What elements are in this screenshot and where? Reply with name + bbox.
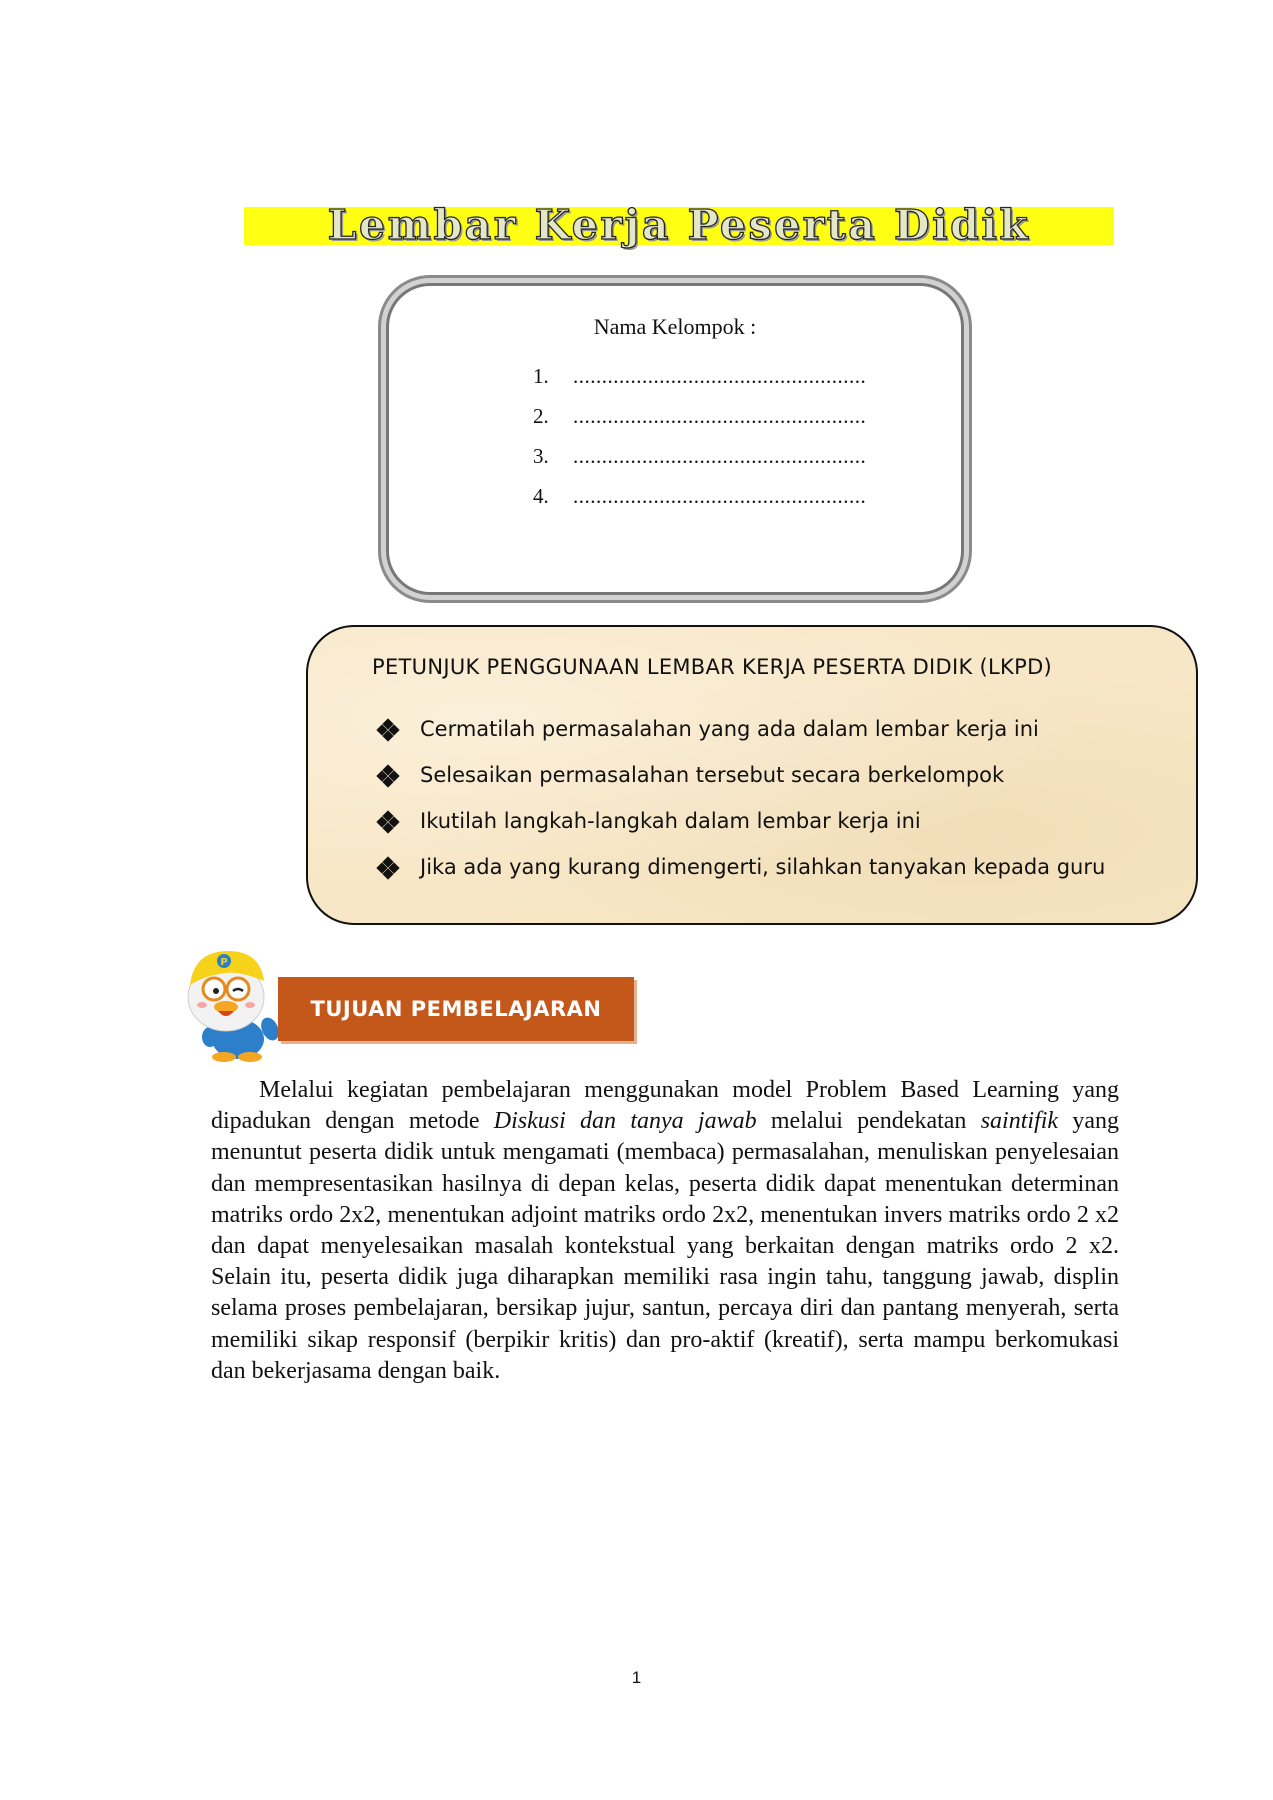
- svg-text:P: P: [220, 957, 228, 968]
- group-member-item: [533, 484, 866, 524]
- objective-heading-tab: [278, 977, 634, 1041]
- group-name-title: Nama Kelompok :: [593, 314, 757, 339]
- diamond-bullet-icon: [378, 858, 398, 878]
- instruction-item: [378, 763, 1105, 809]
- group-member-number: 4.: [533, 484, 549, 508]
- objective-text: yang menuntut peserta didik untuk mengamati (membaca) permasalahan, menuliskan penyelesaian dan mempresentasikan hasilnya di depan kelas, peserta didik dapat menentukan determinan matriks ordo 2x2, menentukan adjoint matriks ordo 2x2, menentukan invers matriks ordo 2 x2 dan dapat menyelesaikan masalah kontekstual yang berkaitan dengan matriks ordo 2 x2. Selain itu, peserta didik juga diharapkan memiliki rasa ingin tahu, tanggung jawab, displin selama proses pembelajaran, bersikap jujur, santun, percaya diri dan pantang menyerah, serta memiliki sikap responsif (berpikir kritis) dan pro-aktif (kreatif), serta mampu berkomukasi dan bekerjasama dengan baik.: [211, 1108, 1119, 1384]
- diamond-bullet-icon: [378, 812, 398, 832]
- group-member-number: 2.: [533, 404, 549, 428]
- diamond-bullet-icon: [378, 766, 398, 786]
- instruction-text: Selesaikan permasalahan tersebut secara berkelompok: [420, 763, 1005, 787]
- group-member-number: 3.: [533, 444, 549, 468]
- group-member-item: [533, 364, 866, 404]
- instruction-item: [378, 717, 1105, 763]
- instruction-text: Cermatilah permasalahan yang ada dalam lembar kerja ini: [420, 717, 1039, 741]
- group-member-blank: ...................................................: [573, 404, 867, 428]
- group-member-blank: ...................................................: [573, 484, 867, 508]
- group-name-box: [386, 283, 964, 595]
- penguin-mascot-icon: [180, 945, 280, 1063]
- group-member-blank: ...................................................: [573, 444, 867, 468]
- group-member-number: 1.: [533, 364, 549, 388]
- instruction-item: [378, 809, 1105, 855]
- objective-heading: TUJUAN PEMBELAJARAN: [310, 997, 602, 1021]
- instructions-title: PETUNJUK PENGGUNAAN LEMBAR KERJA PESERTA DIDIK (LKPD): [372, 655, 1053, 679]
- page-number: 1: [631, 1668, 642, 1687]
- objective-text: Melalui kegiatan pembelajaran menggunakan model Problem Based Learning yang dipadukan dengan metode: [211, 1077, 1119, 1135]
- objective-paragraph: [211, 1075, 1119, 1387]
- group-member-item: [533, 404, 866, 444]
- objective-text-italic: saintifik: [980, 1108, 1059, 1135]
- diamond-bullet-icon: [378, 720, 398, 740]
- instruction-item: [378, 855, 1105, 901]
- group-member-item: [533, 444, 866, 484]
- instruction-text: Ikutilah langkah-langkah dalam lembar kerja ini: [420, 809, 921, 833]
- page-title: Lembar Kerja Peserta Didik: [327, 201, 1031, 249]
- group-member-blank: ...................................................: [573, 364, 867, 388]
- group-member-list: [533, 364, 866, 524]
- objective-text: melalui pendekatan: [756, 1108, 981, 1135]
- instruction-text: Jika ada yang kurang dimengerti, silahkan tanyakan kepada guru: [420, 855, 1106, 879]
- instructions-list: [378, 717, 1105, 901]
- objective-text-italic: Diskusi dan tanya jawab: [493, 1108, 757, 1135]
- instructions-box: [306, 625, 1198, 925]
